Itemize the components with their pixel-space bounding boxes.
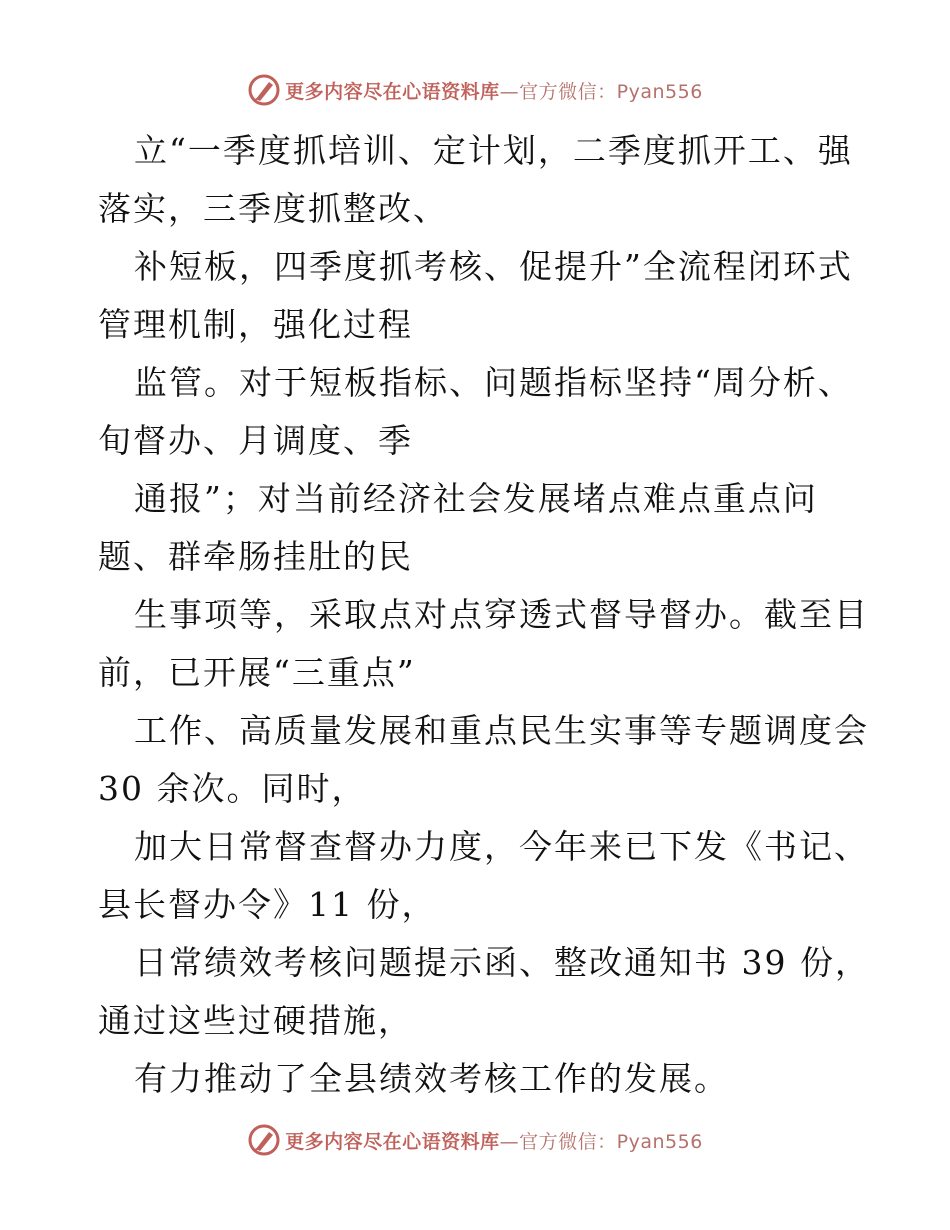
text-line: 有力推动了全县绩效考核工作的发展。 — [134, 1059, 729, 1098]
text-line: 前，已开展“三重点” — [98, 653, 416, 692]
text-line: 立“一季度抓培训、定计划，二季度抓开工、强 — [134, 131, 853, 170]
text-line: 补短板，四季度抓考核、促提升”全流程闭环式 — [134, 247, 853, 286]
text-line: 日常绩效考核问题提示函、整改通知书 39 份， — [134, 943, 870, 982]
text-line: 县长督办令》11 份， — [98, 885, 437, 924]
text-line: 通报”；对当前经济社会发展堵点难点重点问 — [134, 479, 818, 518]
text-line: 旬督办、月调度、季 — [98, 421, 413, 460]
text-line: 通过这些过硬措施， — [98, 1001, 413, 1040]
text-line: 工作、高质量发展和重点民生实事等专题调度会 — [134, 711, 869, 750]
banner-text — [285, 1127, 703, 1154]
quill-logo-icon — [247, 1123, 281, 1157]
header-banner — [0, 70, 950, 110]
text-line: 加大日常督查督办力度，今年来已下发《书记、 — [134, 827, 869, 866]
text-line: 题、群牵肠挂肚的民 — [98, 537, 413, 576]
text-line: 管理机制，强化过程 — [98, 305, 413, 344]
quill-logo-icon — [247, 73, 281, 107]
footer-banner — [0, 1120, 950, 1160]
text-line: 落实，三季度抓整改、 — [98, 189, 448, 228]
banner-main-text: 更多内容尽在心语资料库 — [285, 1130, 500, 1153]
text-line: 生事项等，采取点对点穿透式督导督办。截至目 — [134, 595, 869, 634]
text-line: 30 余次。同时， — [98, 769, 367, 808]
banner-text — [285, 77, 703, 104]
banner-wechat-text: —官方微信：Pyan556 — [499, 80, 703, 103]
document-body — [98, 122, 870, 1108]
banner-main-text: 更多内容尽在心语资料库 — [285, 80, 500, 103]
banner-wechat-text: —官方微信：Pyan556 — [499, 1130, 703, 1153]
text-line: 监管。对于短板指标、问题指标坚持“周分析、 — [134, 363, 853, 402]
